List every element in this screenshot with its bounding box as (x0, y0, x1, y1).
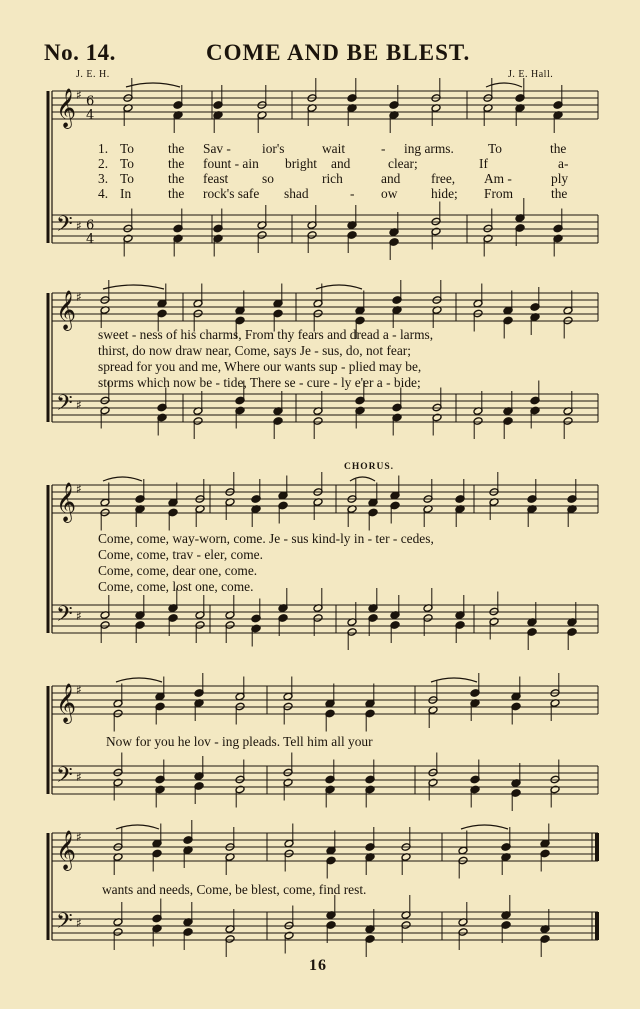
verse-syllable: and (381, 171, 401, 186)
treble-clef-icon: 𝄞 (56, 482, 77, 522)
page-number: 16 (309, 957, 327, 974)
verse-syllable: and (331, 156, 351, 171)
verse-syllable: shad (284, 186, 309, 201)
verse-2-line-2: thirst, do now draw near, Come, says Je - sus, do, not fear; (98, 343, 411, 358)
verse-syllable: wait (322, 141, 346, 156)
slur (103, 477, 142, 481)
bass-clef-icon: 𝄢 (56, 602, 73, 632)
verse-syllable: Am - (484, 171, 512, 186)
verse-syllable: 3. (98, 171, 109, 186)
sharp-icon: ♯ (76, 609, 82, 623)
slur (126, 83, 180, 87)
verse-syllable: To (488, 141, 502, 156)
sharp-icon: ♯ (76, 482, 82, 496)
verse-4-line-2: storms which now be - tide, There se - cure - ly e'er a - bide; (98, 375, 421, 390)
verse-syllable: In (120, 186, 132, 201)
verse-syllable: rich (322, 171, 343, 186)
bass-clef-icon: 𝄢 (56, 909, 73, 939)
bass-clef-icon: 𝄢 (56, 212, 73, 242)
chorus-line-5: Now for you he lov - ing pleads. Tell him all your (106, 734, 373, 749)
slur (350, 477, 375, 481)
verse-syllable: From (484, 186, 514, 201)
sharp-icon: ♯ (76, 770, 82, 784)
words-credit: J. E. H. (76, 69, 110, 80)
chorus-line-6: wants and needs, Come, be blest, come, find rest. (102, 882, 367, 897)
verse-syllable: - (350, 186, 355, 201)
verse-syllable: so (262, 171, 274, 186)
sharp-icon: ♯ (76, 398, 82, 412)
verse-syllable: 4. (98, 186, 109, 201)
verse-syllable: ply (551, 171, 569, 186)
verse-syllable: rock's safe (203, 186, 260, 201)
verse-syllable: a- (558, 156, 569, 171)
sharp-icon: ♯ (76, 683, 82, 697)
verse-syllable: To (120, 156, 134, 171)
time-signature: 4 (86, 108, 95, 123)
verse-1-line-2: sweet - ness of his charms, From thy fears and dread a - larms, (98, 327, 434, 342)
chorus-line-1: Come, come, way-worn, come. Je - sus kind-ly in - ter - cedes, (98, 531, 434, 546)
slur (461, 825, 508, 829)
verse-syllable: the (168, 156, 185, 171)
sharp-icon: ♯ (76, 830, 82, 844)
verse-3-line-2: spread for you and me, Where our wants sup - plied may be, (98, 359, 422, 374)
verse-syllable: bright (285, 156, 317, 171)
verse-syllable: the (168, 141, 185, 156)
verse-syllable: hide; (431, 186, 458, 201)
chorus-label: CHORUS. (344, 462, 395, 472)
slur (103, 285, 164, 289)
slur (431, 678, 477, 682)
sharp-icon: ♯ (76, 219, 82, 233)
treble-clef-icon: 𝄞 (56, 830, 77, 870)
chorus-line-2: Come, come, trav - eler, come. (98, 547, 263, 562)
verse-syllable: ow (381, 186, 398, 201)
verse-syllable: the (551, 186, 568, 201)
hymn-title: COME AND BE BLEST. (206, 40, 471, 65)
time-signature: 4 (86, 232, 95, 247)
slur (116, 678, 162, 682)
bass-clef-icon: 𝄢 (56, 391, 73, 421)
treble-clef-icon: 𝄞 (56, 290, 77, 330)
verse-syllable: ing arms. (404, 141, 454, 156)
treble-clef-icon: 𝄞 (56, 683, 77, 723)
verse-syllable: free, (431, 171, 456, 186)
verse-syllable: To (120, 141, 134, 156)
music-credit: J. E. Hall. (508, 69, 554, 80)
time-signature: 6 (86, 94, 95, 109)
bass-clef-icon: 𝄢 (56, 763, 73, 793)
verse-syllable: To (120, 171, 134, 186)
verse-syllable: Sav - (203, 141, 231, 156)
verse-syllable: fount - ain (203, 156, 259, 171)
verse-syllable: - (381, 141, 386, 156)
verse-syllable: the (168, 186, 185, 201)
verse-syllable: the (168, 171, 185, 186)
sharp-icon: ♯ (76, 916, 82, 930)
verse-syllable: 2. (98, 156, 109, 171)
hymn-number: No. 14. (44, 40, 116, 65)
sharp-icon: ♯ (76, 88, 82, 102)
slur (116, 825, 159, 829)
verse-syllable: feast (203, 171, 229, 186)
chorus-line-3: Come, come, dear one, come. (98, 563, 258, 578)
verse-syllable: clear; (388, 156, 418, 171)
verse-syllable: 1. (98, 141, 109, 156)
verse-syllable: If (479, 156, 488, 171)
verse-syllable: the (550, 141, 567, 156)
slur (316, 285, 362, 289)
verse-syllable: ior's (262, 141, 285, 156)
time-signature: 6 (86, 218, 95, 233)
chorus-line-4: Come, come, lost one, come. (98, 579, 254, 594)
treble-clef-icon: 𝄞 (56, 88, 77, 128)
sharp-icon: ♯ (76, 290, 82, 304)
